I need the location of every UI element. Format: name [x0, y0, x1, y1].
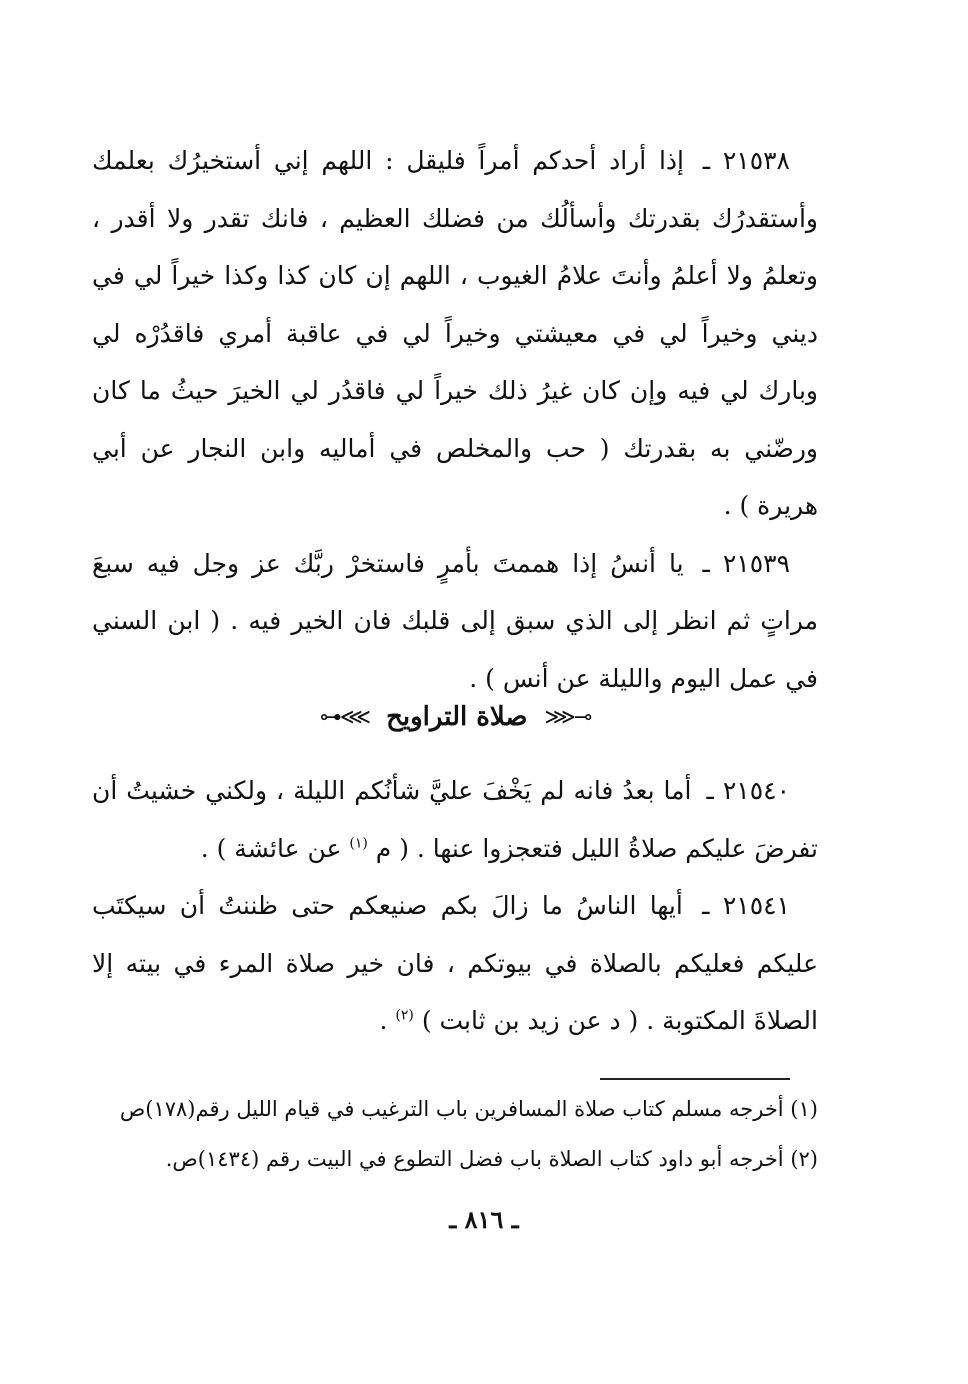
hadith-paragraph [92, 762, 818, 877]
hadith-text: يا أنسُ إذا هممتَ بأمرٍ فاستخرْ ربَّك عز وجل فيه سبعَ مراتٍ ثم انظر إلى الذي سبق إلى قلبك فان الخير فيه . ( ابن السني في عمل اليوم والليلة عن أنس ) . [92, 548, 818, 693]
footnotes [92, 1084, 818, 1184]
hadith-number: ٢١٥٤٠ ـ [706, 776, 790, 805]
hadith-number: ٢١٥٤١ ـ [702, 891, 790, 920]
hadith-text-after: . [379, 1006, 388, 1035]
footnote: (١) أخرجه مسلم كتاب صلاة المسافرين باب الترغيب في قيام الليل رقم(١٧٨)ص [119, 1097, 818, 1121]
hadith-text-after: عن عائشة ) . [200, 833, 342, 863]
hadith-number: ٢١٥٣٩ ـ [702, 548, 790, 578]
footnote-ref: (٢) [395, 1007, 414, 1024]
footnote: (٢) أخرجه أبو داود كتاب الصلاة باب فضل التطوع في البيت رقم (١٤٣٤)ص. [165, 1147, 818, 1171]
hadith-text: أيها الناسُ ما زالَ بكم صنيعكم حتى ظننتُ أن سيكتَب عليكم فعليكم بالصلاة في بيوتكم ، فان خير صلاة المرء في بيته إلا الصلاةَ المكتوبة . ( د عن زيد بن ثابت ) [92, 891, 818, 1035]
hadith-paragraph [92, 535, 818, 708]
ornament-left-icon: ⋙⊷ [319, 705, 370, 730]
ornament-right-icon: ⊸⋘ [544, 705, 591, 730]
footnote-ref: (١) [349, 835, 368, 852]
hadith-paragraph [92, 132, 818, 535]
hadith-number: ٢١٥٣٨ ـ [702, 146, 790, 175]
hadith-text: أما بعدُ فانه لم يَخْفَ عليَّ شأنُكم الليلة ، ولكني خشيتُ أن تفرضَ عليكم صلاةُ الليل فتعجزوا عنها . ( م [92, 776, 818, 863]
hadith-paragraph [92, 877, 818, 1050]
section-title: صلاة التراويح [386, 702, 528, 732]
hadith-block-top [92, 132, 818, 707]
page-number: ـ ٨١٦ ـ [449, 1205, 519, 1234]
hadith-block-bottom [92, 762, 818, 1050]
section-heading [92, 692, 818, 743]
footnote-divider [600, 1078, 790, 1080]
hadith-text: إذا أراد أحدكم أمراً فليقل : اللهم إني أستخيرُك بعلمك وأستقدرُك بقدرتك وأسألُك من فضلك العظيم ، فانك تقدر ولا أقدر ، وتعلمُ ولا أعلمُ وأنتَ علامُ الغيوب ، اللهم إن كان كذا وكذا خيراً لي في ديني وخيراً لي في معيشتي وخيراً لي في عاقبة أمري فاقدُرْه لي وبارك لي فيه وإن كان غيرُ ذلك خيراً لي فاقدُر لي الخيرَ حيثُ ما كان ورضّني به بقدرتك ( حب والمخلص في أماليه وابن النجار عن أبي هريرة ) . [92, 146, 818, 520]
